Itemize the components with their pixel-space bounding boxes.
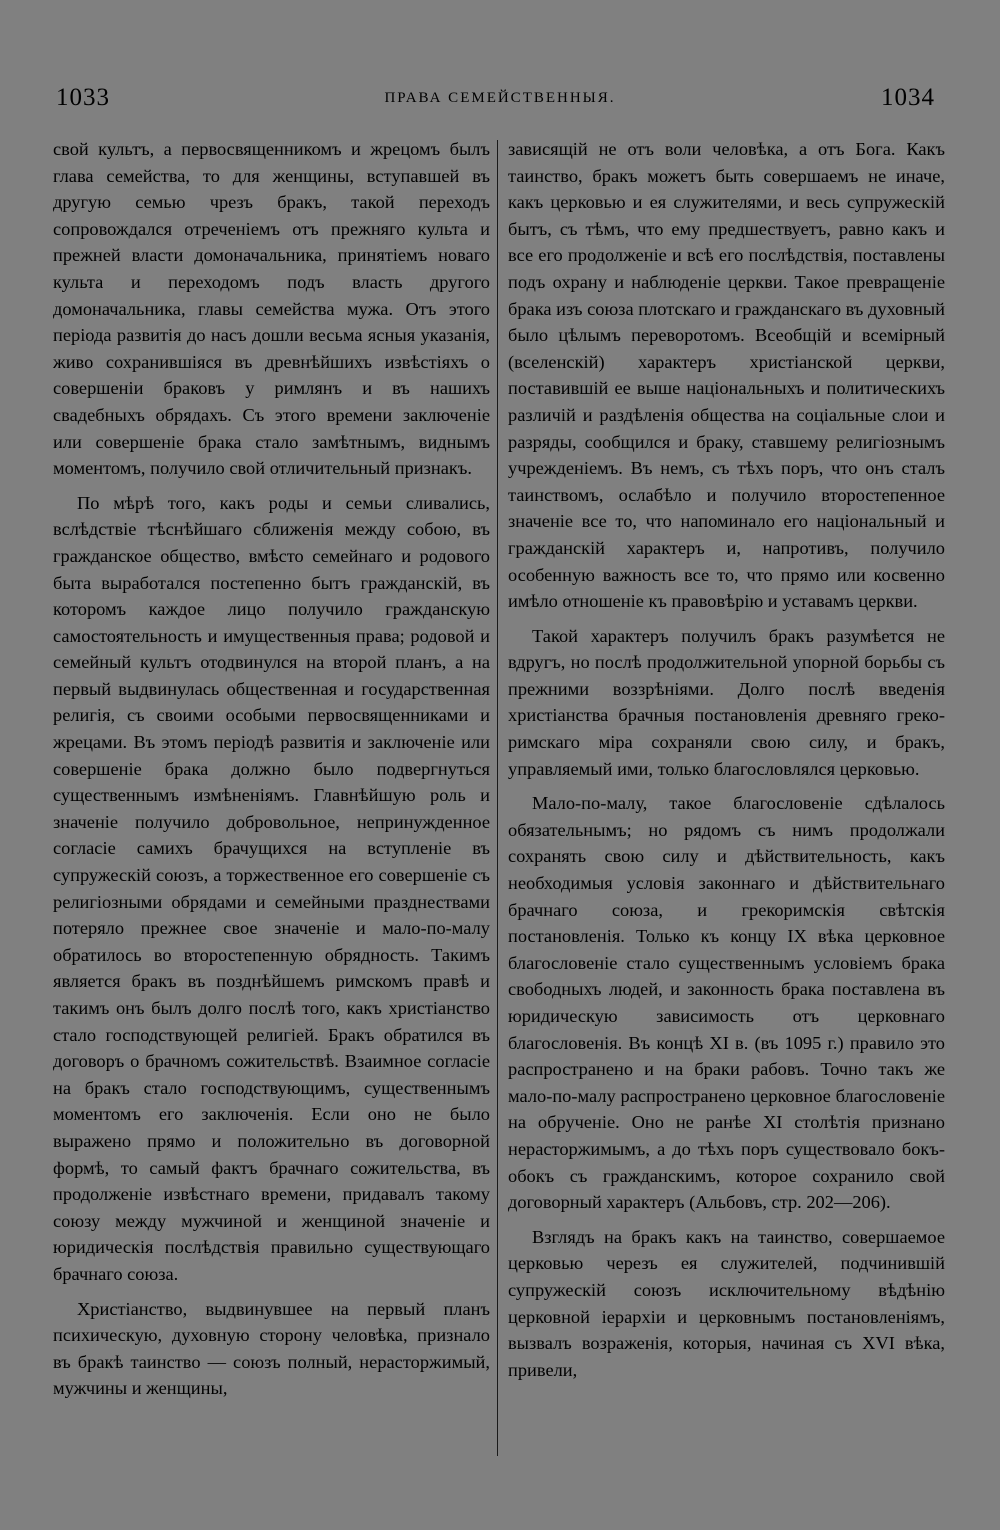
right-column [508, 136, 945, 1391]
paragraph: Христіанство, выдвинувшее на первый планъ психическую, духовную сторону человѣка, признало въ бракѣ таинство — союзъ полный, нерасторжимый, мужчины и женщины, [53, 1298, 490, 1399]
page-number-left: 1033 [56, 84, 110, 111]
running-title: ПРАВА СЕМЕЙСТВЕННЫЯ. [384, 90, 616, 106]
paragraph: свой культъ, а первосвященникомъ и жрецомъ былъ глава семейства, то для женщины, вступавшей въ другую семью чрезъ бракъ, такой переходъ сопровождался отреченіемъ отъ прежняго культа и прежней власти домоначальника, принятіемъ новаго культа и переходомъ подъ власть другого домоначальника, главы семейства мужа. Отъ этого періода развитія до насъ дошли весьма ясныя указанія, живо сохранившіяся въ древнѣйшихъ извѣстіяхъ о совершеніи браковъ у римлянъ и въ нашихъ свадебныхъ обрядахъ. Съ этого времени заключеніе или совершеніе брака стало замѣтнымъ, виднымъ моментомъ, получило свой отличительный признакъ. [53, 139, 490, 479]
paragraph: Взглядъ на бракъ какъ на таинство, совершаемое церковью черезъ ея служителей, подчинившій супружескій союзъ исключительному вѣдѣнію церковной іерархіи и церковнымъ постановленіямъ, вызвалъ возраженія, которыя, начиная съ XVI вѣка, привели, [508, 1226, 945, 1380]
paragraph: Такой характеръ получилъ бракъ разумѣется не вдругъ, но послѣ продолжительной упорной борьбы съ прежними воззрѣніями. Долго послѣ введенія христіанства брачныя постановленія древняго греко-римскаго міра сохраняли свою силу, и бракъ, управляемый ими, только благословлялся церковью. [508, 625, 945, 779]
paragraph: зависящій не отъ воли человѣка, а отъ Бога. Какъ таинство, бракъ можетъ быть совершаемъ не иначе, какъ церковью и ея служителями, и весь супружескій бытъ, съ тѣмъ, что ему предшествуетъ, равно какъ и все его продолженіе и всѣ его послѣдствія, поставлены подъ охрану и наблюденіе церкви. Такое превращеніе брака изъ союза плотскаго и гражданскаго въ духовный было цѣлымъ переворотомъ. Всеобщій и всемірный (вселенскій) характеръ христіанской церкви, поставившій ее выше національныхъ и политическихъ различій и раздѣленія общества на соціальные слои и разряды, сообщился и браку, ставшему религіознымъ учрежденіемъ. Въ немъ, съ тѣхъ поръ, что онъ сталъ таинствомъ, ослабѣло и получило второстепенное значеніе все то, что напоминало его національный и гражданскій характеръ и, напротивъ, получило особенную важность все то, что прямо или косвенно имѣло отношеніе къ правовѣрію и уставамъ церкви. [508, 139, 945, 612]
page-header [50, 84, 950, 118]
paragraph: По мѣрѣ того, какъ роды и семьи сливались, вслѣдствіе тѣснѣйшаго сближенія между собою, въ гражданское общество, вмѣсто семейнаго и родового быта выработался постепенно бытъ гражданскій, въ которомъ каждое лицо получило гражданскую самостоятельность и имущественныя права; родовой и семейный культъ отодвинулся на второй планъ, а на первый выдвинулась общественная и государственная религія, съ своими особыми первосвященниками и жрецами. Въ этомъ періодѣ развитія и заключеніе или совершеніе брака должно было подвергнуться существеннымъ измѣненіямъ. Главнѣйшую роль и значеніе получило добровольное, непринужденное согласіе самихъ брачущихся на вступленіе въ супружескій союзъ, а торжественное его совершеніе съ религіозными обрядами и семейными празднествами потеряло прежнее свое значеніе и мало-по-малу обратилось во второстепенную обрядность. Такимъ является бракъ въ позднѣйшемъ римскомъ правѣ и такимъ онъ былъ долго послѣ того, какъ христіанство стало господствующей религіей. Бракъ обратился въ договоръ о брачномъ сожительствѣ. Взаимное согласіе на бракъ стало господствующимъ, существеннымъ моментомъ его заключенія. Если оно не было выражено прямо и положительно въ договорной формѣ, то самый фактъ брачнаго сожительства, въ продолженіе извѣстнаго времени, придавалъ такому союзу между мужчиной и женщиной значеніе и юридическія послѣдствія правильно существующаго брачнаго союза. [53, 492, 490, 1284]
page-number-right: 1034 [881, 84, 935, 111]
left-column [53, 136, 490, 1410]
paragraph: Мало-по-малу, такое благословеніе сдѣлалось обязательнымъ; но рядомъ съ нимъ продолжали сохранять свою силу и дѣйствительность, какъ необходимыя условія законнаго и дѣйствительнаго брачнаго союза, и грекоримскія свѣтскія постановленія. Только къ концу IX вѣка церковное благословеніе стало существеннымъ условіемъ брака свободныхъ людей, и законность брака поставлена въ юридическую зависимость отъ церковнаго благословенія. Въ концѣ XI в. (въ 1095 г.) правило это распространено и на браки рабовъ. Точно такъ же мало-по-малу распространено церковное благословеніе на обрученіе. Оно не ранѣе XI столѣтія признано нерасторжимымъ, а до тѣхъ поръ существовало бокъ-обокъ съ гражданскимъ, которое сохранило свой договорный характеръ (Альбовъ, стр. 202—206). [508, 793, 945, 1213]
column-divider [497, 140, 498, 1456]
